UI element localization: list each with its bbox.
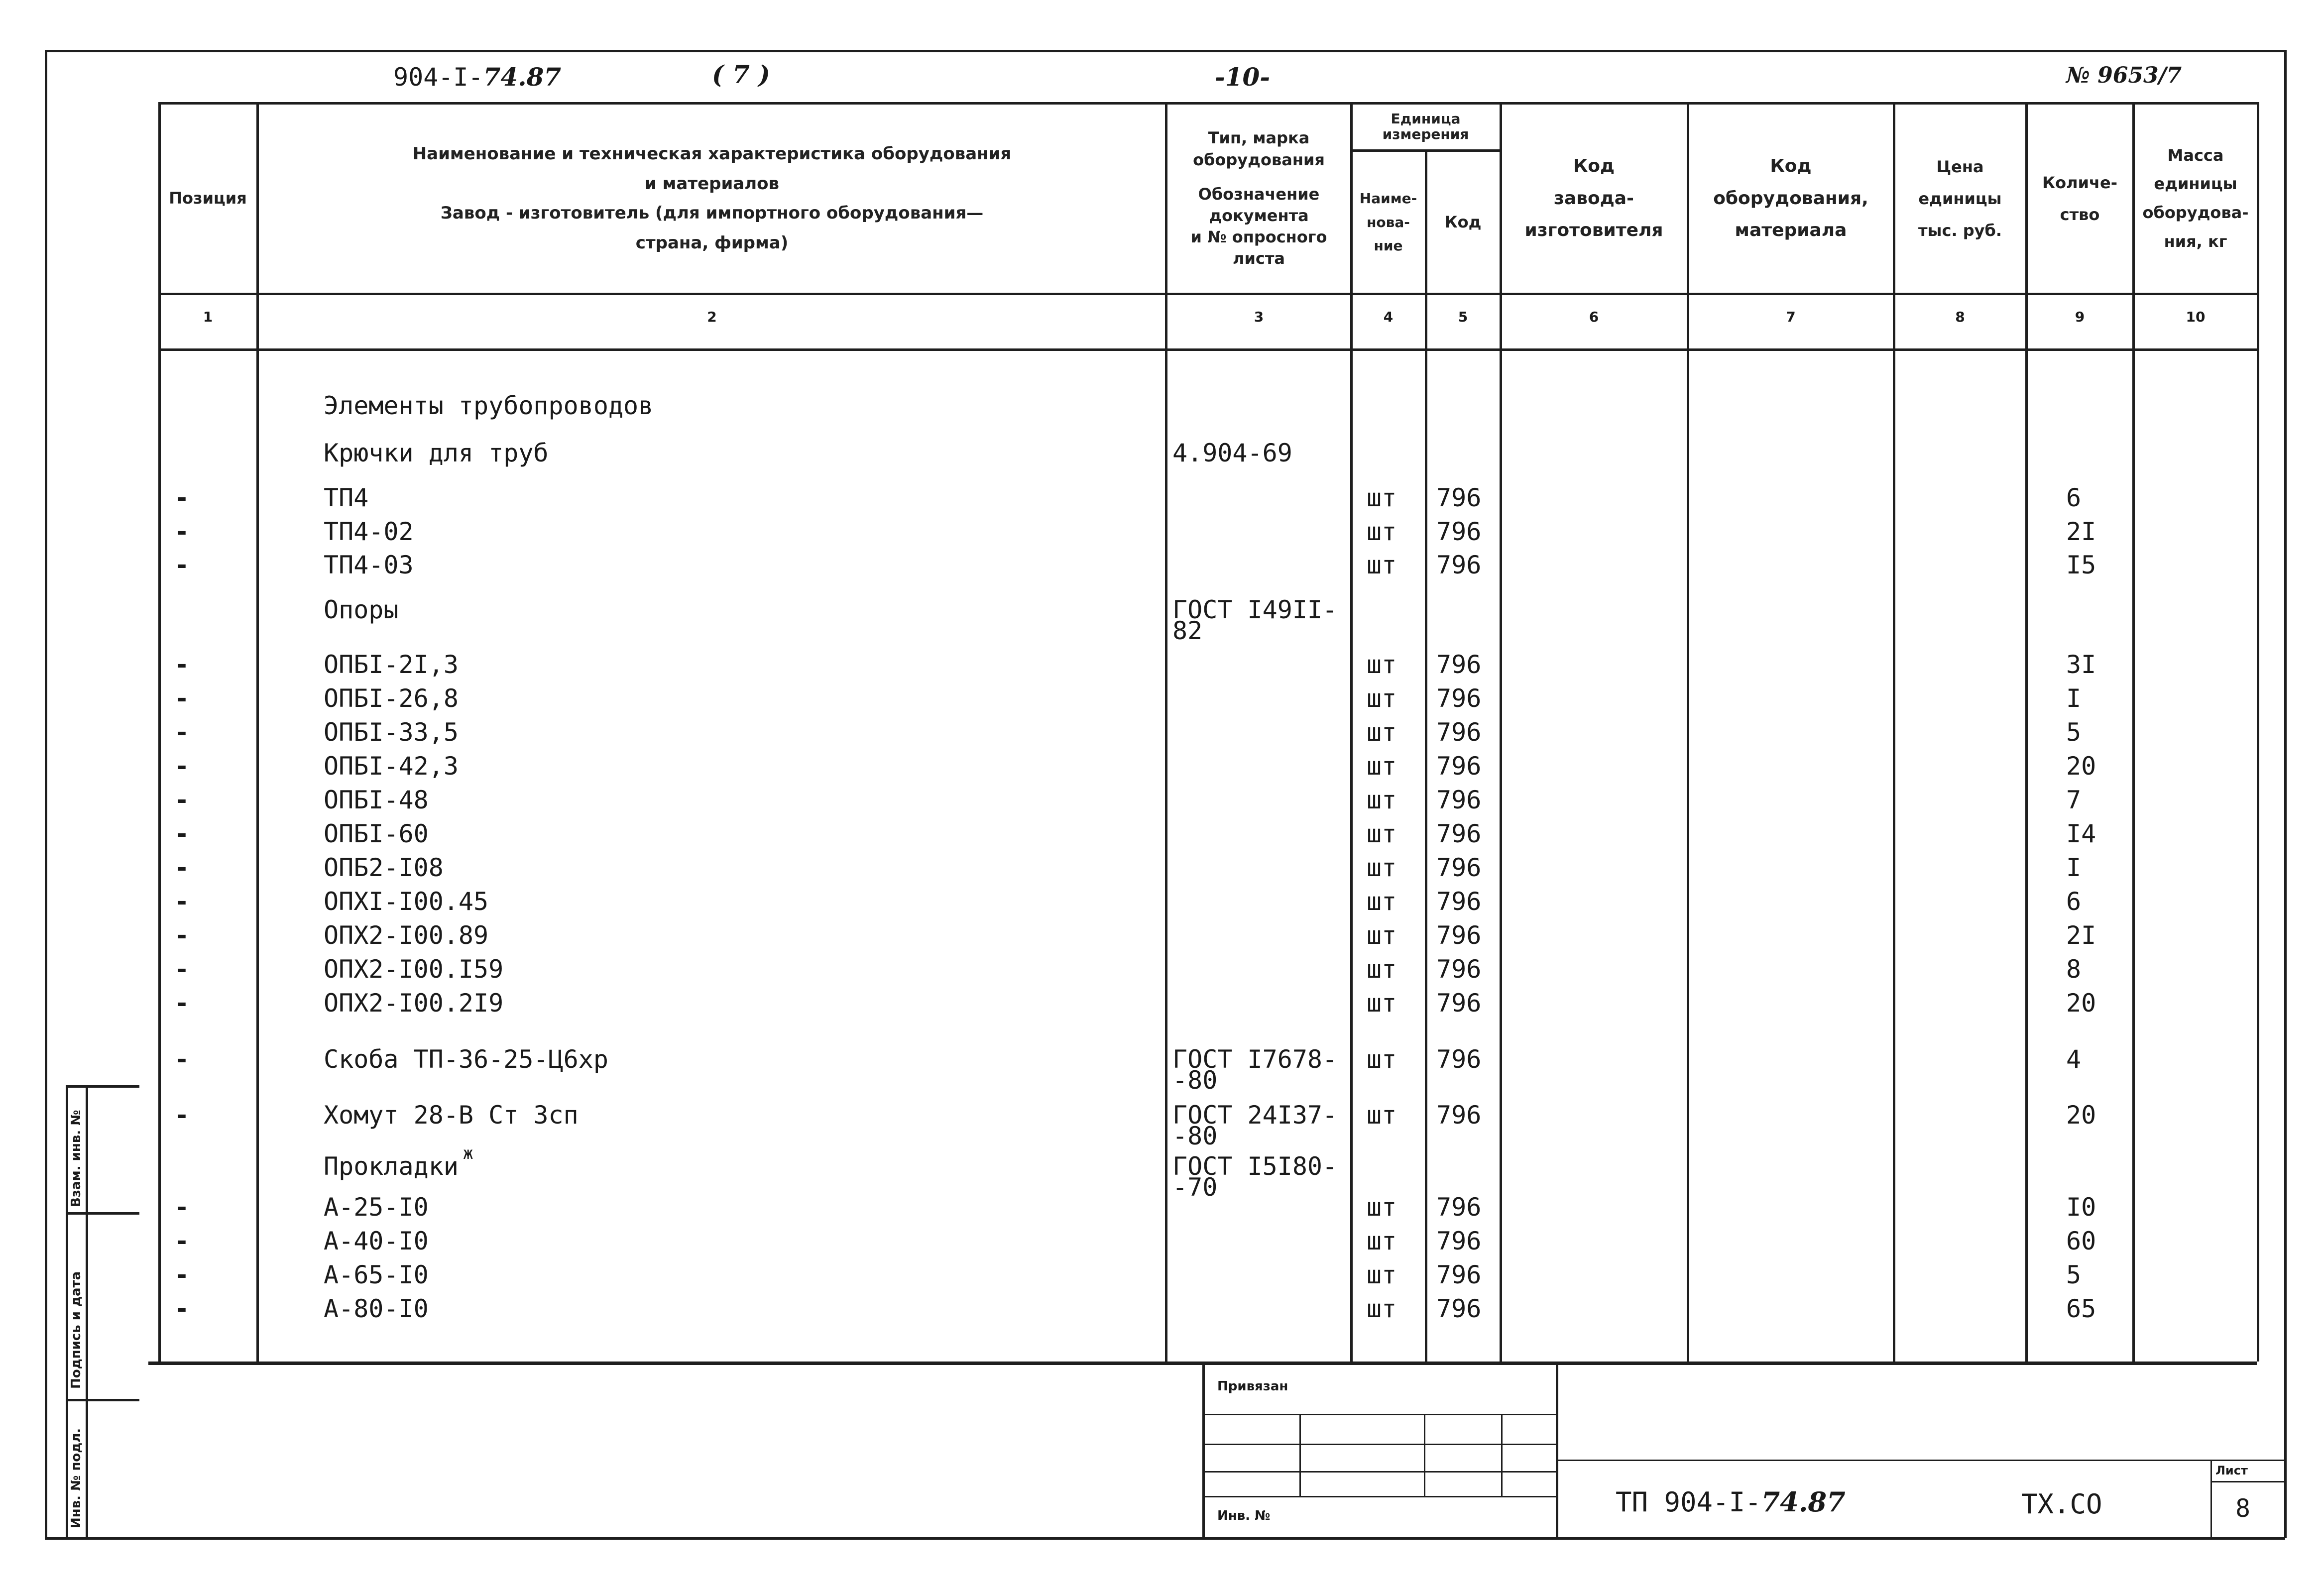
row-name: ОПХI-I00.45 <box>324 887 489 916</box>
row-quantity: I0 <box>2066 1193 2096 1222</box>
row-unit: шт <box>1367 483 1397 512</box>
row-position: - <box>174 1045 190 1074</box>
row-unit: шт <box>1367 955 1397 984</box>
stamp-inv: Инв. № <box>1217 1508 1271 1523</box>
row-quantity: 65 <box>2066 1294 2096 1323</box>
row-position: - <box>174 718 190 747</box>
row-name: Прокладки <box>324 1152 459 1181</box>
row-unit: шт <box>1367 989 1397 1018</box>
row-doc-cont: -80 <box>1172 1066 1218 1095</box>
header-type: Тип, марка оборудования Обозначение документа и № опросного листа <box>1190 128 1327 268</box>
row-unit-code: 796 <box>1436 1193 1482 1222</box>
row-position: - <box>174 921 190 950</box>
colnum-9: 9 <box>2075 309 2085 325</box>
colnum-6: 6 <box>1589 309 1599 325</box>
row-doc: ГОСТ 24I37- <box>1172 1101 1338 1130</box>
row-quantity: 5 <box>2066 1260 2082 1289</box>
stamp-privyazan: Привязан <box>1217 1379 1288 1394</box>
colnum-bottom <box>158 348 2257 351</box>
row-unit: шт <box>1367 1294 1397 1323</box>
frame-top <box>45 50 2285 52</box>
row-quantity: 5 <box>2066 718 2082 747</box>
header-unit-name: Наиме- нова- ние <box>1359 190 1417 254</box>
row-unit: шт <box>1367 1193 1397 1222</box>
row-unit-code: 796 <box>1436 921 1482 950</box>
row-name: Крючки для труб <box>324 439 549 467</box>
row-unit-code: 796 <box>1436 1101 1482 1130</box>
stamp-row-1 <box>1202 1414 1556 1415</box>
stamp-col-3 <box>1501 1414 1503 1496</box>
header-unit-code: Код <box>1444 212 1482 231</box>
colnum-3: 3 <box>1254 309 1264 325</box>
row-position: - <box>174 819 190 848</box>
row-position: - <box>174 786 190 814</box>
row-name: Опоры <box>324 595 399 624</box>
side-label-inv-podl: Инв. № подл. <box>69 1428 84 1528</box>
row-name: ОПБ2-I08 <box>324 853 444 882</box>
stamp-divider-right <box>1556 1362 1558 1538</box>
row-name: ОПБI-26,8 <box>324 684 459 713</box>
stamp-list-label: Лист <box>2215 1464 2248 1477</box>
header-quantity: Количе- ство <box>2042 173 2117 224</box>
row-unit: шт <box>1367 853 1397 882</box>
row-quantity: 2I <box>2066 517 2096 546</box>
row-doc: ГОСТ I5I80- <box>1172 1152 1338 1181</box>
row-unit-code: 796 <box>1436 718 1482 747</box>
row-quantity: 20 <box>2066 989 2096 1018</box>
colnum-2: 2 <box>707 309 717 325</box>
row-name: А-25-I0 <box>324 1193 429 1222</box>
row-unit: шт <box>1367 650 1397 679</box>
stamp-row-3 <box>1202 1471 1556 1473</box>
row-position: - <box>174 752 190 781</box>
stamp-list-number: 8 <box>2235 1494 2251 1523</box>
row-unit: шт <box>1367 887 1397 916</box>
stamp-list-divider <box>2210 1460 2212 1538</box>
row-unit: шт <box>1367 1045 1397 1074</box>
col-divider-5 <box>1425 149 1427 1362</box>
row-unit-code: 796 <box>1436 887 1482 916</box>
row-unit: шт <box>1367 819 1397 848</box>
row-doc: ГОСТ I7678- <box>1172 1045 1338 1074</box>
stamp-divider-left <box>1202 1362 1205 1538</box>
row-unit: шт <box>1367 1260 1397 1289</box>
row-position: - <box>174 483 190 512</box>
stamp-row-2 <box>1202 1444 1556 1445</box>
colnum-4: 4 <box>1383 309 1394 325</box>
row-unit-code: 796 <box>1436 1294 1482 1323</box>
header-factory-code: Код завода- изготовителя <box>1524 155 1663 241</box>
row-doc-cont: -80 <box>1172 1122 1218 1150</box>
row-name: Скоба ТП-36-25-Ц6хр <box>324 1045 608 1074</box>
row-position: - <box>174 1294 190 1323</box>
row-unit-code: 796 <box>1436 551 1482 579</box>
row-name: ТП4-03 <box>324 551 414 579</box>
row-doc: ГОСТ I49II- <box>1172 595 1338 624</box>
row-name: ОПБI-48 <box>324 786 429 814</box>
row-doc: 4.904-69 <box>1172 439 1292 467</box>
row-unit: шт <box>1367 786 1397 814</box>
frame-left <box>45 50 47 1538</box>
row-quantity: 2I <box>2066 921 2096 950</box>
row-unit: шт <box>1367 684 1397 713</box>
stamp-col-2 <box>1424 1414 1425 1496</box>
stamp-main-divider <box>1556 1460 2284 1461</box>
colnum-8: 8 <box>1955 309 1965 325</box>
document-number: № 9653/7 <box>2066 63 2182 88</box>
colnum-5: 5 <box>1458 309 1468 325</box>
colnum-7: 7 <box>1786 309 1796 325</box>
row-unit-code: 796 <box>1436 1227 1482 1255</box>
row-unit-code: 796 <box>1436 650 1482 679</box>
row-unit-code: 796 <box>1436 853 1482 882</box>
header-bottom <box>158 293 2257 295</box>
stamp-document-code: ТП 904-I-74.87 <box>1616 1486 1846 1518</box>
row-position: - <box>174 517 190 546</box>
row-position: - <box>174 1227 190 1255</box>
row-name: ОПБI-2I,3 <box>324 650 459 679</box>
row-name: ТП4-02 <box>324 517 414 546</box>
row-doc-cont: 82 <box>1172 616 1203 645</box>
header-mass: Масса единицы оборудова- ния, кг <box>2142 145 2249 251</box>
row-unit: шт <box>1367 718 1397 747</box>
row-quantity: 6 <box>2066 483 2082 512</box>
row-name: А-40-I0 <box>324 1227 429 1255</box>
row-unit-code: 796 <box>1436 752 1482 781</box>
header-equipment-code: Код оборудования, материала <box>1713 155 1868 241</box>
stamp-col-1 <box>1299 1414 1301 1496</box>
header-unit-group: Единица измерения <box>1382 111 1469 142</box>
stamp-row-4 <box>1202 1496 1556 1497</box>
strip-sep-1 <box>66 1212 139 1215</box>
row-unit-code: 796 <box>1436 684 1482 713</box>
strip-left <box>66 1085 68 1538</box>
row-name: ОПБI-42,3 <box>324 752 459 781</box>
row-quantity: I <box>2066 684 2082 713</box>
header-name: Наименование и техническая характеристика оборудования и материалов Завод - изготовитель (для импортного оборудования— страна, фирма) <box>412 144 1012 253</box>
row-position: - <box>174 1101 190 1130</box>
row-name: А-80-I0 <box>324 1294 429 1323</box>
row-name: А-65-I0 <box>324 1260 429 1289</box>
row-unit-code: 796 <box>1436 1045 1482 1074</box>
colnum-10: 10 <box>2186 309 2206 325</box>
row-unit-code: 796 <box>1436 1260 1482 1289</box>
row-unit: шт <box>1367 517 1397 546</box>
strip-top <box>66 1085 139 1088</box>
row-unit-code: 796 <box>1436 517 1482 546</box>
row-doc-cont: -70 <box>1172 1173 1218 1202</box>
stamp-list-label-line <box>2210 1481 2284 1482</box>
row-quantity: 6 <box>2066 887 2082 916</box>
row-position: - <box>174 853 190 882</box>
row-unit: шт <box>1367 921 1397 950</box>
row-position: - <box>174 955 190 984</box>
row-name: ОПБI-33,5 <box>324 718 459 747</box>
header-price: Цена единицы тыс. руб. <box>1918 157 2002 240</box>
row-position: - <box>174 684 190 713</box>
row-position: - <box>174 551 190 579</box>
row-quantity: 60 <box>2066 1227 2096 1255</box>
row-position: - <box>174 650 190 679</box>
side-label-podpis: Подпись и дата <box>69 1271 84 1389</box>
row-quantity: I5 <box>2066 551 2096 579</box>
row-name: ОПБI-60 <box>324 819 429 848</box>
row-position: - <box>174 1260 190 1289</box>
row-name-mark: ж <box>463 1143 473 1163</box>
frame-right <box>2284 50 2287 1538</box>
strip-divider <box>86 1085 88 1538</box>
row-quantity: I4 <box>2066 819 2096 848</box>
row-quantity: 20 <box>2066 752 2096 781</box>
strip-sep-2 <box>66 1399 139 1401</box>
series-code: 904-I-74.87 <box>393 62 562 92</box>
row-name: ОПХ2-I00.89 <box>324 921 489 950</box>
row-unit-code: 796 <box>1436 955 1482 984</box>
row-position: - <box>174 1193 190 1222</box>
row-quantity: 4 <box>2066 1045 2082 1074</box>
stamp-sheet-code: ТХ.СО <box>2021 1488 2102 1520</box>
row-unit: шт <box>1367 1227 1397 1255</box>
row-unit-code: 796 <box>1436 989 1482 1018</box>
row-quantity: 7 <box>2066 786 2082 814</box>
row-quantity: 3I <box>2066 650 2096 679</box>
row-quantity: 8 <box>2066 955 2082 984</box>
row-position: - <box>174 887 190 916</box>
row-unit-code: 796 <box>1436 786 1482 814</box>
row-unit-code: 796 <box>1436 483 1482 512</box>
colnum-1: 1 <box>203 309 213 325</box>
row-quantity: 20 <box>2066 1101 2096 1130</box>
row-unit: шт <box>1367 551 1397 579</box>
row-quantity: I <box>2066 853 2082 882</box>
part-number: ( 7 ) <box>712 60 770 89</box>
row-unit: шт <box>1367 1101 1397 1130</box>
row-name: Хомут 28-В Ст 3сп <box>324 1101 579 1130</box>
page-number: -10- <box>1215 62 1271 92</box>
col-divider-11 <box>2257 102 2259 1362</box>
frame-bottom <box>45 1537 2285 1540</box>
row-name: ОПХ2-I00.I59 <box>324 955 504 984</box>
row-unit-code: 796 <box>1436 819 1482 848</box>
header-position: Позиция <box>169 189 247 208</box>
row-name: ОПХ2-I00.2I9 <box>324 989 504 1018</box>
row-name: ТП4 <box>324 483 369 512</box>
side-label-vzam: Взам. инв. № <box>69 1110 84 1207</box>
row-name: Элементы трубопроводов <box>324 391 654 420</box>
row-unit: шт <box>1367 752 1397 781</box>
row-position: - <box>174 989 190 1018</box>
